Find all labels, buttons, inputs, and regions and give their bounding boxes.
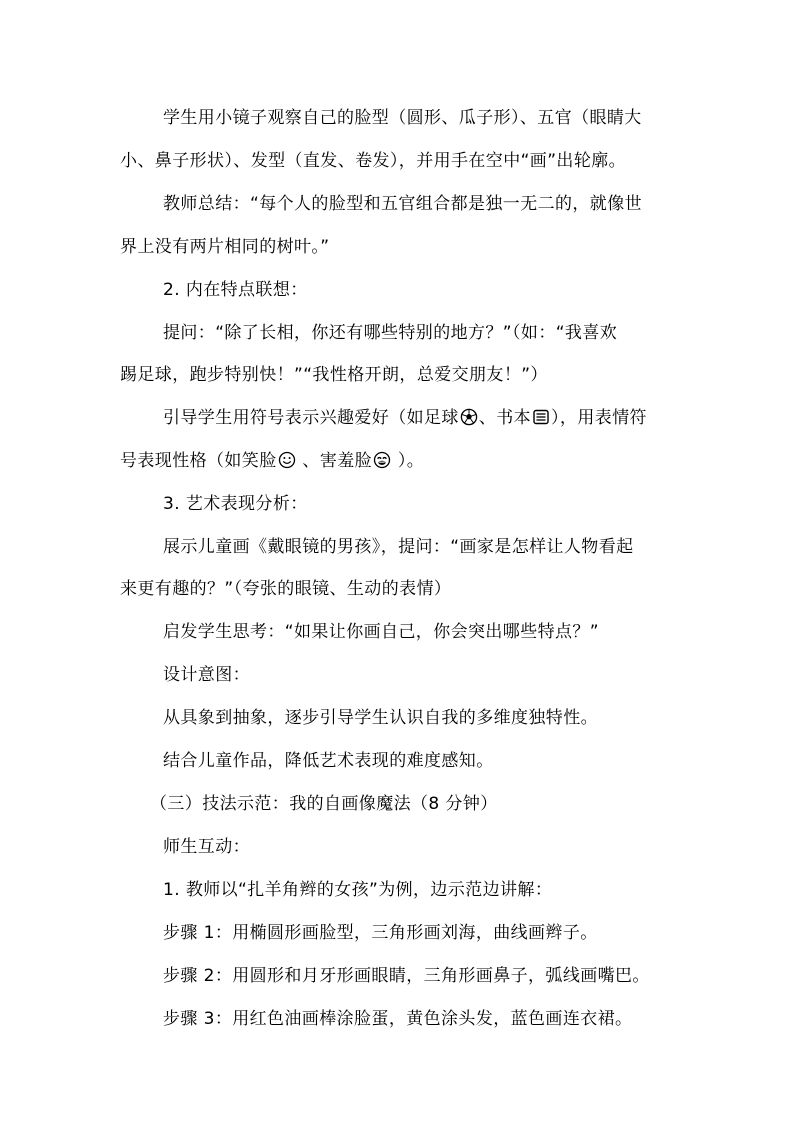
step-1: 步骤 1：用椭圆形画脸型，三角形画刘海，曲线画辫子。	[163, 923, 598, 943]
paragraph-line-13: 结合儿童作品，降低艺术表现的难度感知。	[163, 751, 494, 771]
paragraph-line-1: 学生用小镜子观察自己的脸型（圆形、瓜子形）、五官（眼睛大	[163, 108, 642, 128]
text-segment: ），用表情符	[551, 408, 647, 428]
text-segment: ）。	[392, 451, 425, 471]
paragraph-line-11: 启发学生思考：“如果让你画自己，你会突出哪些特点？”	[163, 622, 600, 642]
paragraph-line-14: 1. 教师以“扎羊角辫的女孩”为例，边示范边讲解：	[163, 880, 553, 900]
book-icon	[532, 408, 550, 426]
paragraph-line-7	[163, 407, 647, 429]
text-segment: 引导学生用符号表示兴趣爱好（如足球	[163, 408, 459, 428]
section-heading-2: 2. 内在特点联想：	[163, 280, 308, 300]
paragraph-line-5: 提问：“除了长相，你还有哪些特别的地方？”（如：“我喜欢	[163, 323, 618, 343]
paragraph-line-3: 教师总结：“每个人的脸型和五官组合都是独一无二的，就像世	[163, 194, 643, 214]
soccer-ball-icon	[460, 408, 478, 426]
paragraph-line-9: 展示儿童画《戴眼镜的男孩》，提问：“画家是怎样让人物看起	[163, 537, 634, 557]
text-segment: 、书本	[478, 408, 532, 428]
step-3: 步骤 3：用红色油画棒涂脸蛋，黄色涂头发，蓝色画连衣裙。	[163, 1009, 633, 1029]
paragraph-line-12: 从具象到抽象，逐步引导学生认识自我的多维度独特性。	[163, 708, 598, 728]
text-segment: 、害羞脸	[296, 451, 373, 471]
smiley-face-icon	[278, 451, 296, 469]
text-segment: 号表现性格（如笑脸	[120, 451, 277, 471]
paragraph-line-10: 来更有趣的？”（夸张的眼镜、生动的表情）	[120, 579, 452, 599]
paragraph-line-8	[120, 450, 424, 472]
design-intent-heading: 设计意图：	[163, 665, 250, 685]
shy-face-icon	[373, 451, 391, 469]
paragraph-line-6: 踢足球，跑步特别快！”“我性格开朗，总爱交朋友！”）	[120, 365, 548, 385]
step-2: 步骤 2：用圆形和月牙形画眼睛，三角形画鼻子，弧线画嘴巴。	[163, 966, 650, 986]
section-heading-3: 3. 艺术表现分析：	[163, 494, 308, 514]
paragraph-line-2: 小、鼻子形状）、发型（直发、卷发），并用手在空中“画”出轮廓。	[120, 151, 627, 171]
interaction-heading: 师生互动：	[163, 837, 250, 857]
paragraph-line-4: 界上没有两片相同的树叶。”	[120, 237, 330, 257]
section-heading-part-3: （三）技法示范：我的自画像魔法（8 分钟）	[150, 794, 498, 814]
